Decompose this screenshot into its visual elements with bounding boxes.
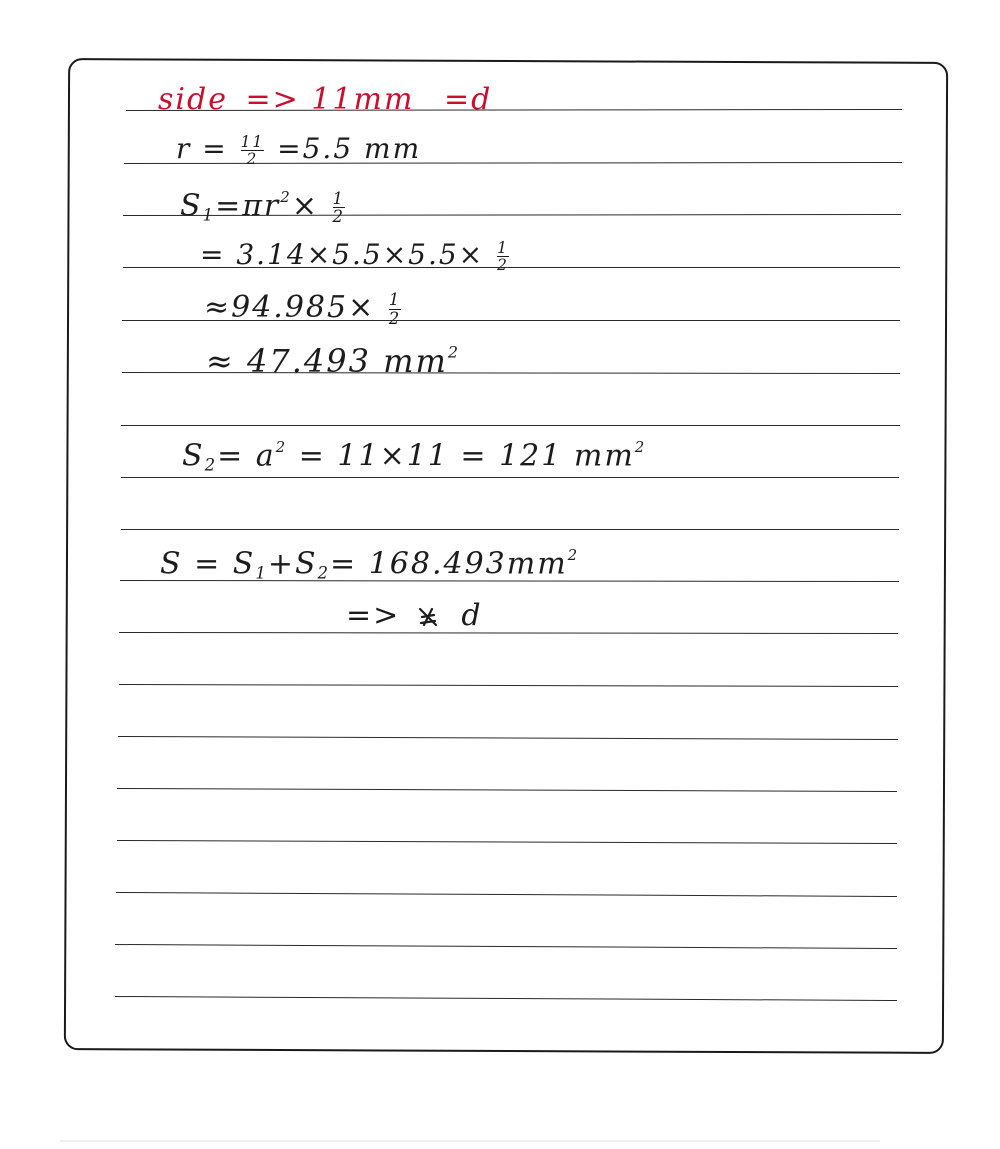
superscript-2: 2: [280, 188, 292, 206]
note-line-s2: [182, 438, 646, 474]
fraction-1-over-2: [333, 190, 346, 226]
word-side: side: [158, 82, 228, 117]
fraction-numerator: 1: [388, 290, 402, 310]
note-line-s1-result: [206, 342, 460, 380]
ruled-line: [121, 529, 899, 530]
note-line-s1-approx: [204, 290, 403, 327]
substitution-text: = 3.14×5.5×5.5×: [200, 238, 485, 271]
value-11mm: 11mm: [311, 82, 415, 117]
radius-value: =5.5 mm: [277, 132, 422, 165]
arrow-implies: =>: [245, 82, 300, 117]
ruled-line: [121, 425, 900, 426]
fraction-1-over-2: [497, 240, 509, 273]
scan-artifact-line: [60, 1140, 880, 1142]
superscript-2: 2: [567, 546, 580, 564]
times-sign: ×: [291, 188, 319, 224]
answer-d: d: [461, 598, 483, 633]
s-symbol: S: [182, 438, 205, 474]
subscript-2: 2: [204, 455, 218, 475]
total-result-text: = 168.493mm: [330, 546, 568, 582]
fraction-denominator: 2: [246, 150, 259, 168]
subscript-2: 2: [317, 563, 331, 583]
note-line-s1-formula: [180, 188, 347, 225]
equals-d: =d: [443, 82, 493, 117]
fraction-denominator: 2: [332, 207, 345, 226]
superscript-2: 2: [275, 438, 288, 456]
note-line-radius: [176, 132, 421, 167]
approx-value-text: ≈94.985×: [204, 290, 376, 325]
fraction-denominator: 2: [388, 308, 402, 328]
fraction-numerator: 1: [332, 188, 345, 208]
pi-r: =πr: [215, 188, 281, 224]
superscript-2: 2: [447, 342, 460, 362]
note-line-total: [160, 546, 579, 582]
s-symbol: S: [180, 188, 203, 224]
fraction-denominator: 2: [497, 256, 509, 274]
note-line-side: [158, 82, 492, 117]
subscript-1: 1: [255, 563, 268, 583]
total-s-equals: S = S: [160, 546, 256, 582]
arrow-implies: =>: [346, 598, 412, 633]
fraction-1-over-2: [389, 291, 402, 327]
fraction-11-over-2: [241, 134, 265, 167]
scribble-mark-icon: [416, 605, 440, 629]
s1-result-text: ≈ 47.493 mm: [206, 342, 448, 380]
fraction-numerator: 11: [240, 132, 265, 151]
fraction-numerator: 1: [497, 238, 509, 257]
note-line-answer: [346, 598, 483, 633]
a-squared-base: = a: [217, 438, 276, 474]
superscript-2: 2: [634, 438, 647, 456]
note-line-s1-substitution: [200, 238, 511, 273]
r-equals: r =: [176, 132, 228, 165]
ruled-line: [121, 477, 899, 478]
s2-result-text: = 11×11 = 121 mm: [298, 438, 635, 474]
plus-s: +S: [267, 546, 318, 582]
subscript-1: 1: [202, 205, 216, 225]
